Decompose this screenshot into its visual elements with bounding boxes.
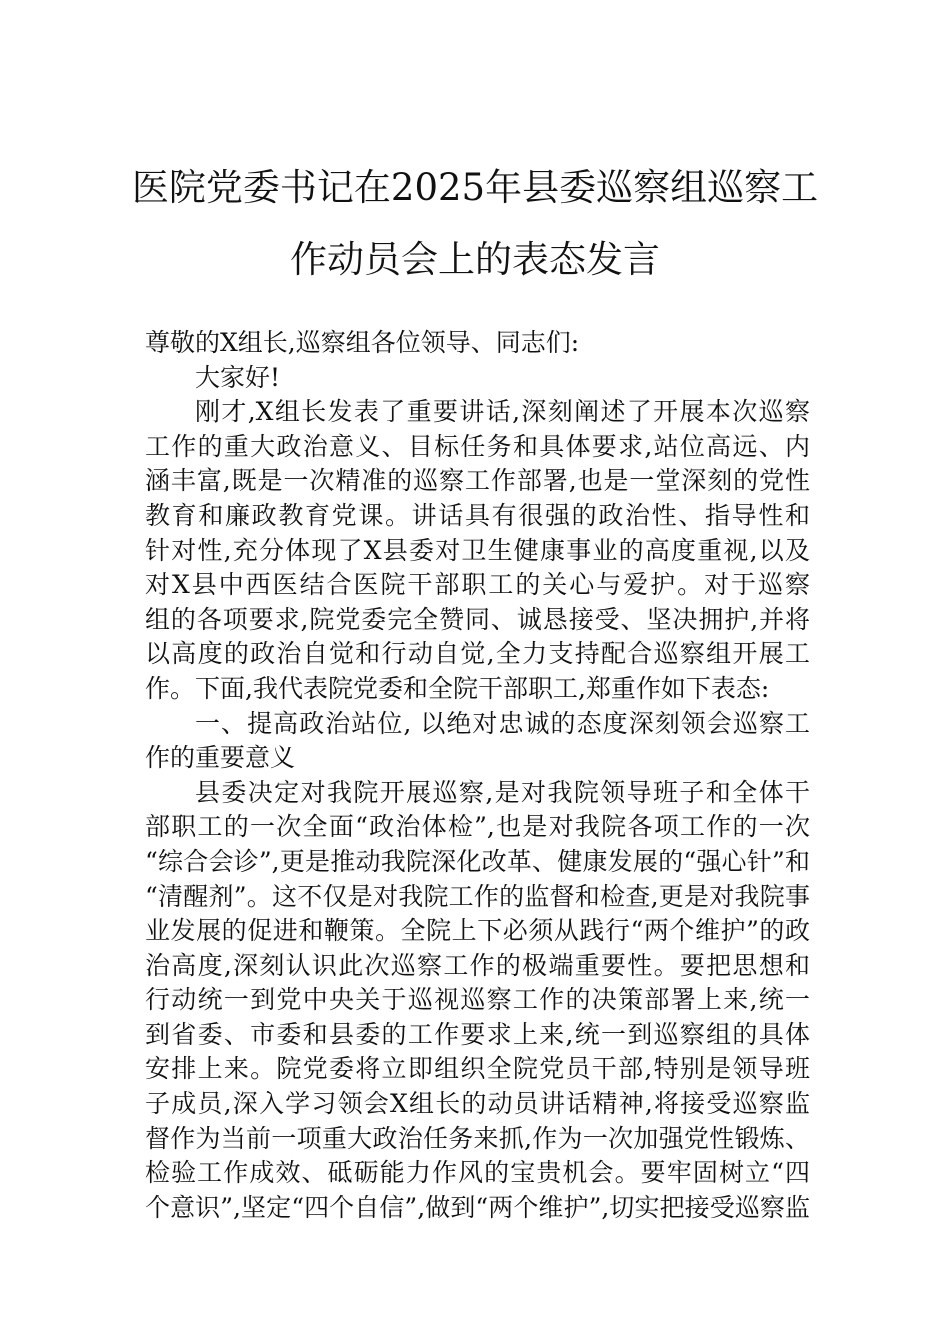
body-line: 作。下面,我代表院党委和全院干部职工,郑重作如下表态:	[145, 673, 770, 703]
body-line: 刚才,X组长发表了重要讲话,深刻阐述了开展本次巡察	[195, 397, 810, 427]
body-line: 涵丰富,既是一次精准的巡察工作部署,也是一堂深刻的党性	[145, 466, 810, 496]
body-line: “综合会诊”,更是推动我院深化改革、健康发展的“强心针”和	[145, 846, 810, 876]
body-line: 到省委、市委和县委的工作要求上来,统一到巡察组的具体	[145, 1019, 810, 1049]
body-line: 对X县中西医结合医院干部职工的关心与爱护。对于巡察	[145, 570, 810, 600]
body-line: 一、提高政治站位, 以绝对忠诚的态度深刻领会巡察工	[195, 708, 810, 738]
body-line: 督作为当前一项重大政治任务来抓,作为一次加强党性锻炼、	[145, 1123, 810, 1153]
body-line: 教育和廉政教育党课。讲话具有很强的政治性、指导性和	[145, 500, 810, 530]
document-title-line-2: 作动员会上的表态发言	[290, 238, 660, 281]
body-line: 针对性,充分体现了X县委对卫生健康事业的高度重视,以及	[145, 535, 810, 565]
document-title-line-1: 医院党委书记在2025年县委巡察组巡察工	[131, 166, 819, 209]
body-line: “清醒剂”。这不仅是对我院工作的监督和检查,更是对我院事	[145, 881, 810, 911]
body-line: 安排上来。院党委将立即组织全院党员干部,特别是领导班	[145, 1054, 810, 1084]
body-line: 县委决定对我院开展巡察,是对我院领导班子和全体干	[195, 777, 810, 807]
body-line: 个意识”,坚定“四个自信”,做到“两个维护”,切实把接受巡察监	[145, 1192, 810, 1222]
body-line: 治高度,深刻认识此次巡察工作的极端重要性。要把思想和	[145, 950, 810, 980]
body-line: 尊敬的X组长,巡察组各位领导、同志们:	[145, 328, 580, 357]
body-line: 组的各项要求,院党委完全赞同、诚恳接受、坚决拥护,并将	[145, 604, 810, 634]
body-line: 以高度的政治自觉和行动自觉,全力支持配合巡察组开展工	[145, 639, 810, 669]
body-line: 部职工的一次全面“政治体检”,也是对我院各项工作的一次	[145, 812, 810, 842]
body-line: 行动统一到党中央关于巡视巡察工作的决策部署上来,统一	[145, 985, 810, 1015]
body-line: 检验工作成效、砥砺能力作风的宝贵机会。要牢固树立“四	[145, 1158, 810, 1188]
body-line: 业发展的促进和鞭策。全院上下必须从践行“两个维护”的政	[145, 916, 810, 946]
body-line: 大家好!	[195, 362, 281, 392]
body-line: 作的重要意义	[145, 743, 296, 773]
body-line: 子成员,深入学习领会X组长的动员讲话精神,将接受巡察监	[145, 1089, 810, 1119]
body-line: 工作的重大政治意义、目标任务和具体要求,站位高远、内	[145, 431, 810, 461]
document-body	[145, 326, 810, 1225]
